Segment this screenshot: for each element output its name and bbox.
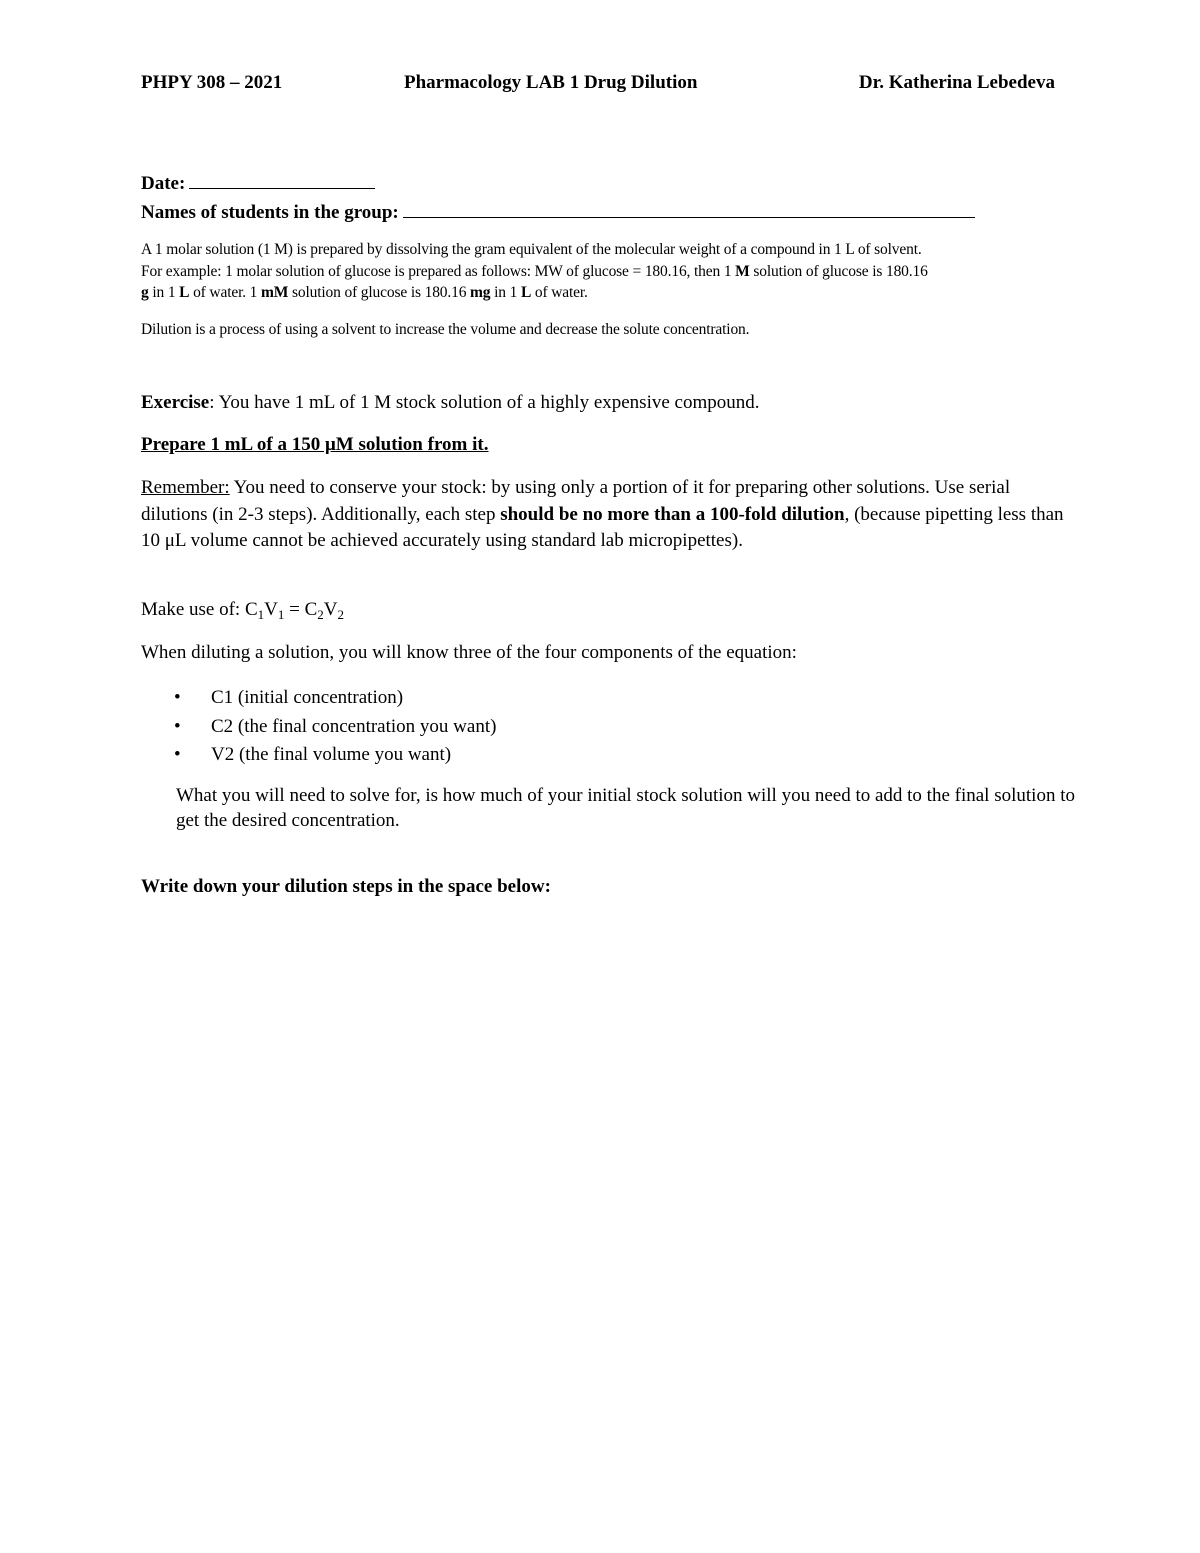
instructor-name: Dr. Katherina Lebedeva [858, 72, 1055, 93]
date-blank-line[interactable] [189, 170, 375, 189]
solve-for-paragraph: What you will need to solve for, is how much of your initial stock solution will you need to add to the final solution to get the desired concentration. [176, 785, 1075, 831]
known-components-list [141, 684, 1041, 770]
remember-label: Remember: [141, 477, 230, 498]
list-item: • V2 (the final volume you want) [141, 741, 1041, 770]
exercise-statement: Exercise: You have 1 mL of 1 M stock solution of a highly expensive compound. [141, 392, 760, 413]
date-label: Date: [141, 173, 186, 194]
components-intro: When diluting a solution, you will know three of the four components of the equation: [141, 642, 797, 663]
list-item: • C2 (the final concentration you want) [141, 713, 1041, 742]
remember-paragraph: Remember: You need to conserve your stock: by using only a portion of it for preparing other solutions. Use serial dilutions (in 2-3 steps). Additionally, each step should be no more than a 100-fold dilution, (because pipetting less than 10 μL volume cannot be achieved accurately using standard lab micropipettes). [141, 477, 1064, 551]
page-header [141, 72, 1055, 100]
dilution-definition: Dilution is a process of using a solvent to increase the volume and decrease the solute concentration. [141, 321, 750, 338]
names-label: Names of students in the group: [141, 202, 399, 223]
names-blank-line[interactable] [403, 199, 975, 218]
answer-prompt: Write down your dilution steps in the space below: [141, 876, 551, 897]
list-item: • C1 (initial concentration) [141, 684, 1041, 713]
exercise-label: Exercise [141, 392, 210, 413]
bullet-icon: • [174, 744, 181, 765]
course-code: PHPY 308 – 2021 [141, 72, 283, 93]
molar-intro-paragraph: A 1 molar solution (1 M) is prepared by dissolving the gram equivalent of the molecular weight of a compound in 1 L of solvent. For example: 1 molar solution of glucose is prepared as follows: MW of glucose = 180.16, then 1 M solution of glucose is 180.16 g in 1 L of water. 1 mM solution of glucose is 180.16 mg in 1 L of water. [141, 241, 928, 301]
lab-title: Pharmacology LAB 1 Drug Dilution [404, 72, 698, 93]
date-field [141, 170, 375, 195]
dilution-equation: Make use of: $C_1V_1 = C_2V_2$ [141, 599, 344, 622]
bullet-icon: • [174, 687, 181, 708]
prepare-instruction: Prepare 1 mL of a 150 μM solution from it. [141, 434, 489, 455]
bullet-icon: • [174, 715, 181, 737]
names-field [141, 199, 975, 224]
